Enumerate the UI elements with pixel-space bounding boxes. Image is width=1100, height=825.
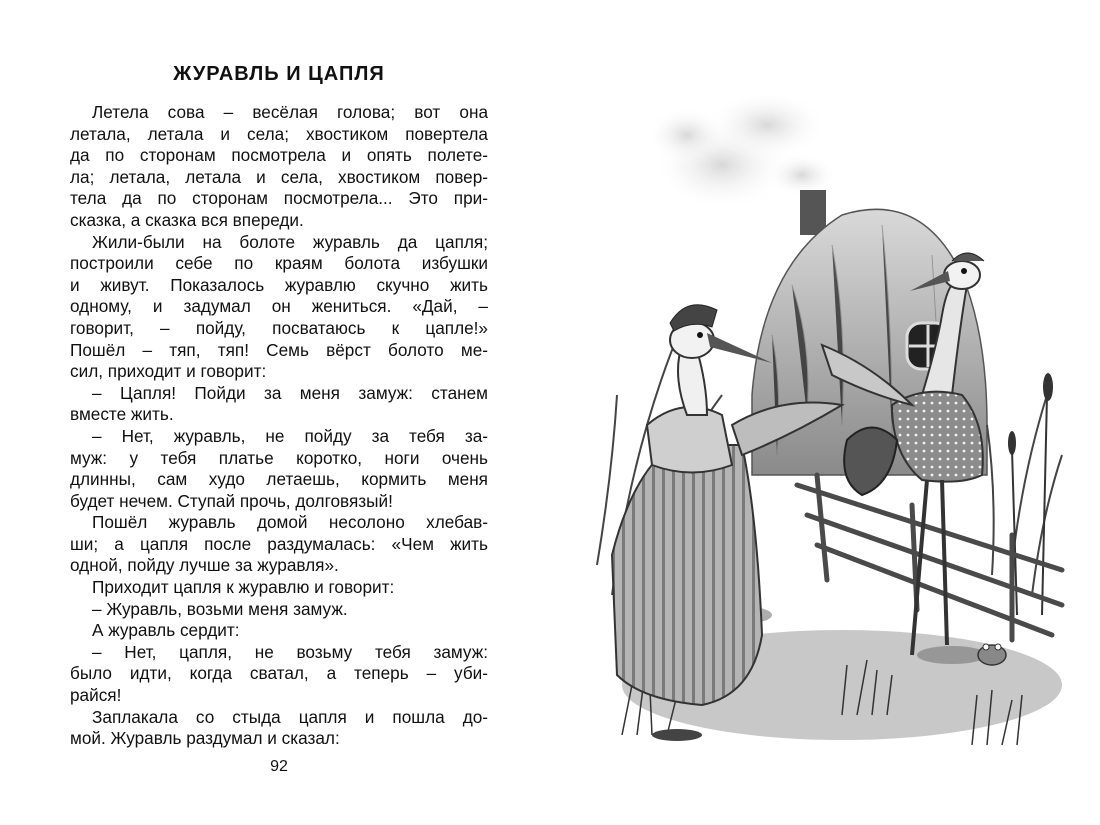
frog [978, 644, 1006, 665]
text-line: да по сторонам посмотрела и опять полете- [70, 145, 488, 166]
text-line: – Цапля! Пойди за меня замуж: станем [92, 382, 488, 403]
chimney [800, 190, 826, 235]
text-line: сил, приходит и говорит: [70, 361, 267, 382]
text-line: мой. Журавль раздумал и сказал: [70, 728, 340, 749]
cattails [1008, 373, 1053, 615]
page-number: 92 [270, 758, 288, 775]
text-line: Пошёл журавль домой несолоно хлебав- [92, 512, 488, 533]
text-line: и живут. Показалось журавлю скучно жить [70, 274, 488, 295]
text-line: – Журавль, возьми меня замуж. [92, 598, 348, 619]
text-line: муж: у тебя платье коротко, ноги очень [70, 447, 488, 468]
text-line: Пошёл – тяп, тяп! Семь вёрст болото ме- [70, 339, 488, 360]
text-line: построили себе по краям болота избушки [70, 253, 488, 274]
text-line: тела да по сторонам посмотрела... Это при- [70, 188, 488, 209]
text-line: Заплакала со стыда цапля и пошла до- [92, 706, 488, 727]
text-line: – Нет, цапля, не возьму тебя замуж: [92, 641, 488, 662]
text-line: Приходит цапля к журавлю и говорит: [92, 577, 395, 598]
text-line: А журавль сердит: [92, 620, 240, 641]
text-line: Жили-были на болоте журавль да цапля; [92, 231, 488, 252]
text-line: было идти, когда сватал, а теперь – уби- [70, 663, 488, 684]
text-line: ши; а цапля после раздумалась: «Чем жить [70, 533, 488, 554]
text-line: летала, летала и села; хвостиком повертела [70, 123, 488, 144]
text-line: Летела сова – весёлая голова; вот она [92, 102, 488, 122]
text-line: райся! [70, 685, 122, 706]
text-line: сказка, а сказка вся впереди. [70, 209, 304, 230]
story-title: ЖУРАВЛЬ И ЦАПЛЯ [173, 63, 385, 85]
story-body [70, 102, 488, 750]
text-line: – Нет, журавль, не пойду за тебя за- [92, 425, 488, 446]
text-line: ла; летала, летала и села, хвостиком повер- [70, 166, 488, 187]
story-text-column [70, 60, 488, 750]
text-line: будет нечем. Ступай прочь, долговязый! [70, 490, 393, 511]
text-line: вместе жить. [70, 404, 174, 425]
crane-and-heron-illustration [592, 95, 1067, 765]
text-line: одному, и задумал он жениться. «Дай, – [70, 296, 488, 317]
text-line: длинны, сам худо летаешь, кормить меня [70, 469, 488, 490]
text-line: говорит, – пойду, посватаюсь к цапле!» [70, 317, 488, 338]
text-line: одной, пойду лучше за журавля». [70, 555, 339, 576]
